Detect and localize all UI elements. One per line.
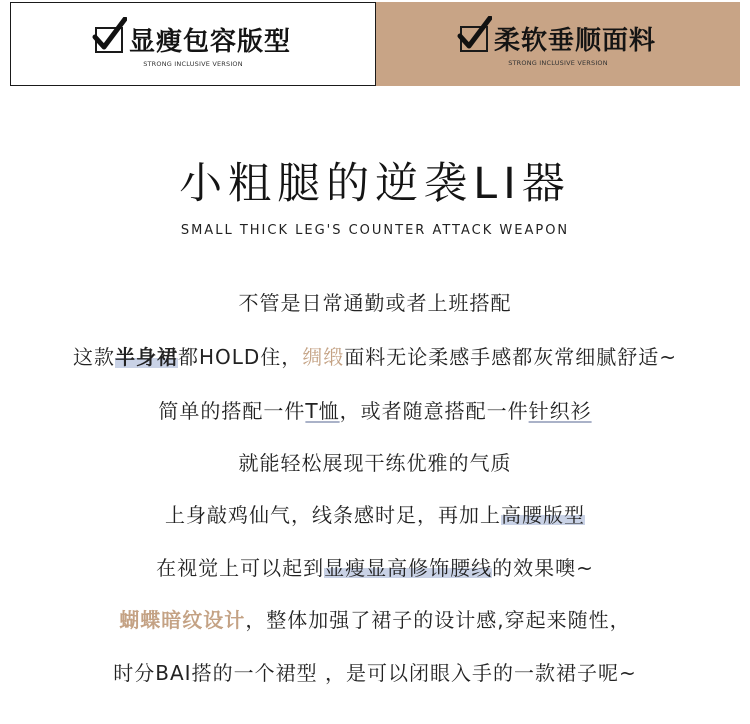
- keyword-knitwear: 针织衫: [528, 399, 592, 423]
- tab-soft-fabric[interactable]: [376, 2, 740, 86]
- tab-slim-fit[interactable]: [10, 2, 376, 86]
- text: 面料无论柔感手感都灰常细腻舒适~: [344, 345, 678, 369]
- text: 在视觉上可以起到: [156, 556, 325, 580]
- keyword-satin: 绸缎: [302, 345, 345, 369]
- page-title: 小粗腿的逆袭LI器: [179, 159, 571, 209]
- text: 上身敲鸡仙气，线条感时足，再加上: [165, 503, 501, 527]
- keyword-slimming: 显瘦显高修饰腰线: [324, 556, 493, 580]
- body-line-2: [0, 341, 750, 370]
- keyword-butterfly-pattern: 蝴蝶暗纹设计: [119, 608, 246, 632]
- body-line-1: [0, 287, 750, 316]
- checkmark-box-icon: [460, 26, 488, 52]
- text: 都HOLD住，: [177, 345, 303, 369]
- text: 就能轻松展现干练优雅的气质: [238, 451, 512, 475]
- tab-title: 柔软垂顺面料: [493, 26, 656, 56]
- keyword-high-waist: 高腰版型: [501, 503, 585, 527]
- text: 时分BAI搭的一个裙型 ，是可以闭眼入手的一款裙子呢~: [113, 661, 637, 685]
- text: 这款: [72, 345, 115, 369]
- text: ，整体加强了裙子的设计感,穿起来随性，: [245, 608, 631, 632]
- body-line-3: [0, 395, 750, 424]
- text: 不管是日常通勤或者上班搭配: [238, 291, 512, 315]
- text: 简单的搭配一件: [158, 399, 306, 423]
- tab-subtitle: STRONG INCLUSIVE VERSION: [508, 59, 608, 67]
- body-line-7: [0, 604, 750, 633]
- body-line-8: [0, 657, 750, 686]
- text: ，或者随意搭配一件: [339, 399, 529, 423]
- keyword-tshirt: T恤: [305, 399, 340, 423]
- checkmark-box-icon: [95, 27, 123, 53]
- body-line-6: [0, 552, 750, 581]
- body-line-4: [0, 447, 750, 476]
- page-subtitle: SMALL THICK LEG'S COUNTER ATTACK WEAPON: [180, 223, 570, 238]
- tab-title: 显瘦包容版型: [128, 27, 291, 57]
- tab-subtitle: STRONG INCLUSIVE VERSION: [143, 60, 243, 68]
- body-line-5: [0, 499, 750, 528]
- keyword-skirt: 半身裙: [114, 345, 178, 369]
- text: 的效果噢~: [492, 556, 594, 580]
